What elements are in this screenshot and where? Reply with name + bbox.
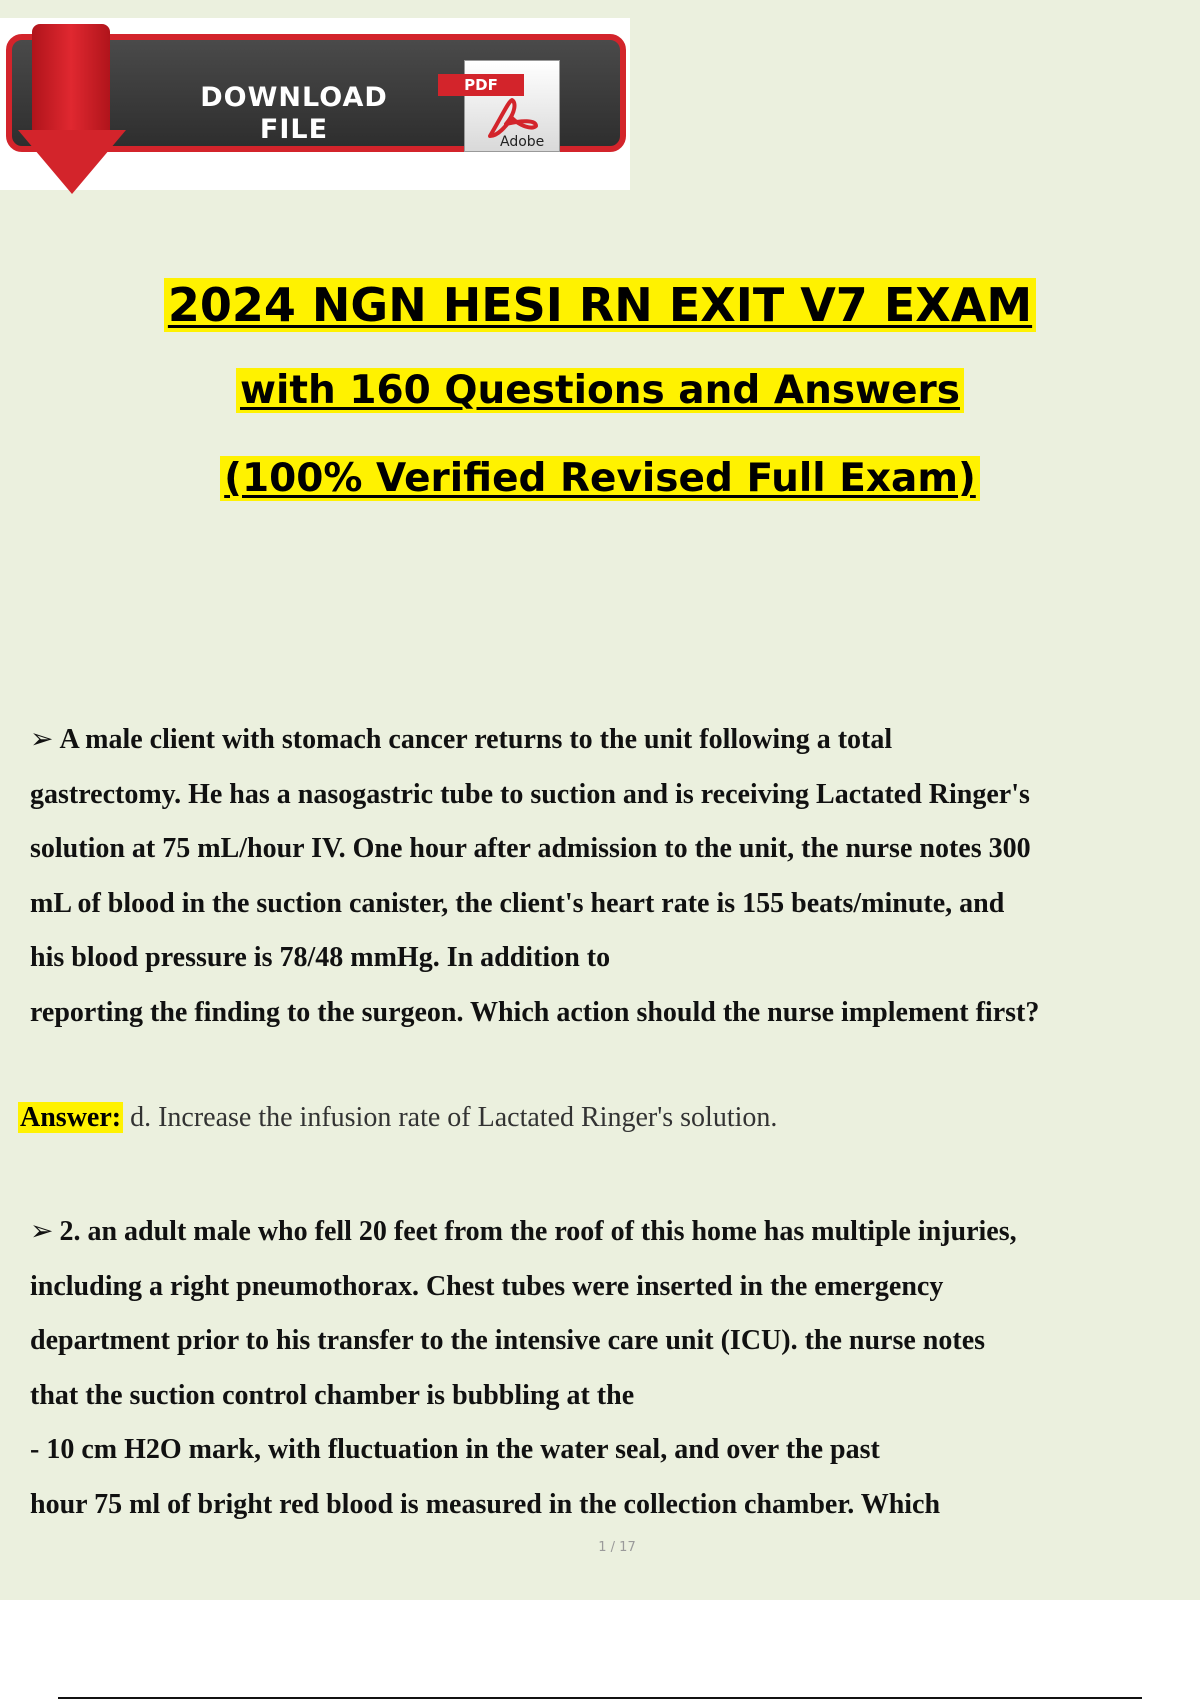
arrow-bullet-icon: ➢	[30, 722, 54, 755]
download-label: DOWNLOAD	[200, 82, 388, 113]
download-banner-text	[164, 82, 424, 146]
download-arrow-icon	[32, 24, 110, 134]
document-subtitle: with 160 Questions and Answers	[236, 368, 964, 413]
document-tagline: (100% Verified Revised Full Exam)	[220, 456, 980, 501]
question-line: reporting the finding to the surgeon. Which action should the nurse implement first?	[30, 996, 1040, 1028]
question-line: ➢ A male client with stomach cancer returns to the unit following a total	[30, 722, 893, 755]
document-title: 2024 NGN HESI RN EXIT V7 EXAM	[164, 278, 1036, 332]
question-line: gastrectomy. He has a nasogastric tube to suction and is receiving Lactated Ringer's	[30, 778, 1030, 810]
adobe-label: Adobe	[500, 134, 545, 150]
question-1	[30, 712, 1180, 1040]
page-number: 1 / 17	[598, 1540, 636, 1555]
question-2	[30, 1204, 1180, 1532]
pdf-tag: PDF	[438, 74, 524, 96]
download-arrow-head-icon	[18, 130, 126, 194]
question-line: his blood pressure is 78/48 mmHg. In addition to	[30, 942, 611, 973]
arrow-bullet-icon: ➢	[30, 1214, 54, 1247]
question-line: hour 75 ml of bright red blood is measured in the collection chamber. Which	[30, 1488, 941, 1520]
answer-1	[18, 1102, 777, 1134]
question-line: that the suction control chamber is bubbling at the	[30, 1379, 635, 1411]
file-label: FILE	[259, 114, 329, 145]
question-line: ➢ 2. an adult male who fell 20 feet from the roof of this home has multiple injuries,	[30, 1214, 1017, 1247]
question-line: including a right pneumothorax. Chest tubes were inserted in the emergency	[30, 1270, 944, 1302]
answer-text: d. Increase the infusion rate of Lactated Ringer's solution.	[130, 1102, 778, 1133]
question-line: mL of blood in the suction canister, the client's heart rate is 155 beats/minute, and	[30, 887, 1005, 919]
question-line: solution at 75 mL/hour IV. One hour after admission to the unit, the nurse notes 300	[30, 833, 1031, 864]
question-line: department prior to his transfer to the intensive care unit (ICU). the nurse notes	[30, 1325, 986, 1356]
page-divider	[58, 1697, 1142, 1699]
answer-label: Answer:	[20, 1102, 122, 1133]
question-line: - 10 cm H2O mark, with fluctuation in the water seal, and over the past	[30, 1434, 880, 1465]
download-banner[interactable]	[0, 18, 630, 190]
document-title-block	[0, 278, 1200, 501]
